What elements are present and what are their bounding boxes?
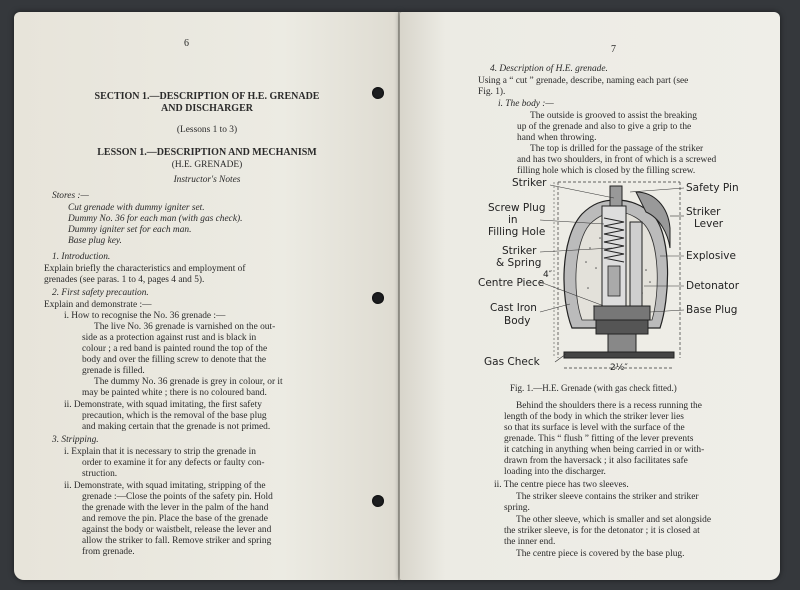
body-line: The centre piece is covered by the base plug. [516,549,685,559]
body-line: grenade. This “ flush ” fitting of the lever prevents [504,434,694,444]
page-number-right: 7 [611,44,616,55]
label-height-dimension: 4″ [543,270,553,280]
body-line: Fig. 1). [478,87,506,97]
body-line: the inner end. [504,537,556,547]
description-heading: 4. Description of H.E. grenade. [490,64,608,74]
body-line: may be painted white ; there is no coloured band. [82,388,267,398]
body-line: colour ; a red band is painted round the top of the [82,344,268,354]
body-line: order to examine it for any defects or faulty con- [82,458,265,468]
instructors-notes: Instructor's Notes [173,175,241,185]
stores-item: Cut grenade with dummy igniter set. [68,203,205,213]
stores-item: Base plug key. [68,236,122,246]
label-striker-spring: Striker [502,245,537,257]
label-cast-iron-body: Body [504,315,531,327]
section-title-line-2: AND DISCHARGER [161,103,253,114]
body-line: The live No. 36 grenade is varnished on the out- [94,322,276,332]
body-line: The dummy No. 36 grenade is grey in colour, or it [94,377,283,387]
body-line: grenades (see paras. 1 to 4, pages 4 and 5). [44,275,205,285]
body-line: drawn from the haversack ; it also facilitates safe [504,456,688,466]
binding-hole [372,87,384,99]
body-line: length of the body in which the striker lever lies [504,412,684,422]
stripping-heading: 3. Stripping. [52,435,99,445]
body-line: it catching in anything when being carried in or with- [504,445,705,455]
introduction-heading: 1. Introduction. [52,252,111,262]
label-striker-lever: Striker [686,206,721,218]
body-line: i. Explain that it is necessary to strip the grenade in [64,447,256,457]
body-line: The striker sleeve contains the striker and striker [516,492,699,502]
body-line: precaution, which is the removal of the base plug [82,411,267,421]
stores-item: Dummy igniter set for each man. [68,225,192,235]
recognise-heading: i. How to recognise the No. 36 grenade :— [64,311,226,321]
label-centre-piece: Centre Piece [478,277,545,289]
body-line: ii. Demonstrate, with squad imitating, the first safety [64,400,262,410]
label-gas-check: Gas Check [484,356,540,368]
body-line: allow the striker to fall. Remove striker and spring [82,536,272,546]
binding-hole [372,495,384,507]
label-striker-lever-2: Lever [694,218,724,230]
body-line: ii. Demonstrate, with squad imitating, stripping of the [64,481,266,491]
body-line: from grenade. [82,547,135,557]
body-line: Using a “ cut ” grenade, describe, naming each part (see [478,76,689,86]
label-screw-plug-in: in [508,214,518,226]
body-line: against the body or waistbelt, release the lever and [82,525,272,535]
label-base-plug: Base Plug [686,304,738,316]
label-safety-pin: Safety Pin [686,182,739,194]
centre-piece-heading: ii. The centre piece has two sleeves. [494,480,629,490]
safety-heading: 2. First safety precaution. [52,288,149,298]
label-striker-spring-2: & Spring [496,257,542,269]
lesson-title-line-1: LESSON 1.—DESCRIPTION AND MECHANISM [97,147,317,158]
body-line: Behind the shoulders there is a recess running the [516,401,702,411]
stores-heading: Stores :— [52,191,89,201]
body-line: Explain and demonstrate :— [44,300,152,310]
body-line: hand when throwing. [517,133,597,143]
label-striker: Striker [512,177,547,189]
body-line: The outside is grooved to assist the breaking [530,111,697,121]
body-line: so that its surface is level with the surface of the [504,423,685,433]
body-line: and remove the pin. Place the base of the grenade [82,514,268,524]
label-width-dimension: 2½″ [610,363,628,373]
body-line: loading into the discharger. [504,467,606,477]
body-line: body and over the filling screw to denote that the [82,355,267,365]
body-line: Explain briefly the characteristics and employment of [44,264,246,274]
section-title-line-1: SECTION 1.—DESCRIPTION OF H.E. GRENADE [94,91,320,102]
stores-item: Dummy No. 36 for each man (with gas check). [68,214,243,224]
figure-caption: Fig. 1.—H.E. Grenade (with gas check fitted.) [510,383,677,393]
body-line: The other sleeve, which is smaller and set alongside [516,515,711,525]
label-detonator: Detonator [686,280,740,292]
body-line: The top is drilled for the passage of the striker [530,144,704,154]
label-cast-iron: Cast Iron [490,302,537,314]
body-line: spring. [504,503,530,513]
label-explosive: Explosive [686,250,736,262]
body-line: the striker sleeve, is for the detonator ; it is closed at [504,526,700,536]
right-page [400,12,780,580]
binding-hole [372,292,384,304]
body-line: and has two shoulders, in front of which is a screwed [517,155,717,165]
left-page [14,12,400,580]
label-filling-hole: Filling Hole [488,226,546,238]
body-line: filling hole which is closed by the filling screw. [517,166,696,176]
label-screw-plug: Screw Plug [488,202,546,214]
body-heading: i. The body :— [498,99,554,109]
page-number-left: 6 [184,38,189,49]
lessons-range: (Lessons 1 to 3) [176,125,238,135]
body-line: up of the grenade and also to give a grip to the [517,122,692,132]
body-line: and making certain that the grenade is not primed. [82,422,271,432]
body-line: struction. [82,469,118,479]
body-line: side as a protection against rust and is black in [82,333,257,343]
lesson-title-line-2: (H.E. GRENADE) [171,160,243,170]
body-line: grenade :—Close the points of the safety pin. Hold [82,492,273,502]
body-line: the grenade with the lever in the palm of the hand [82,503,269,513]
body-line: grenade is filled. [82,366,145,376]
